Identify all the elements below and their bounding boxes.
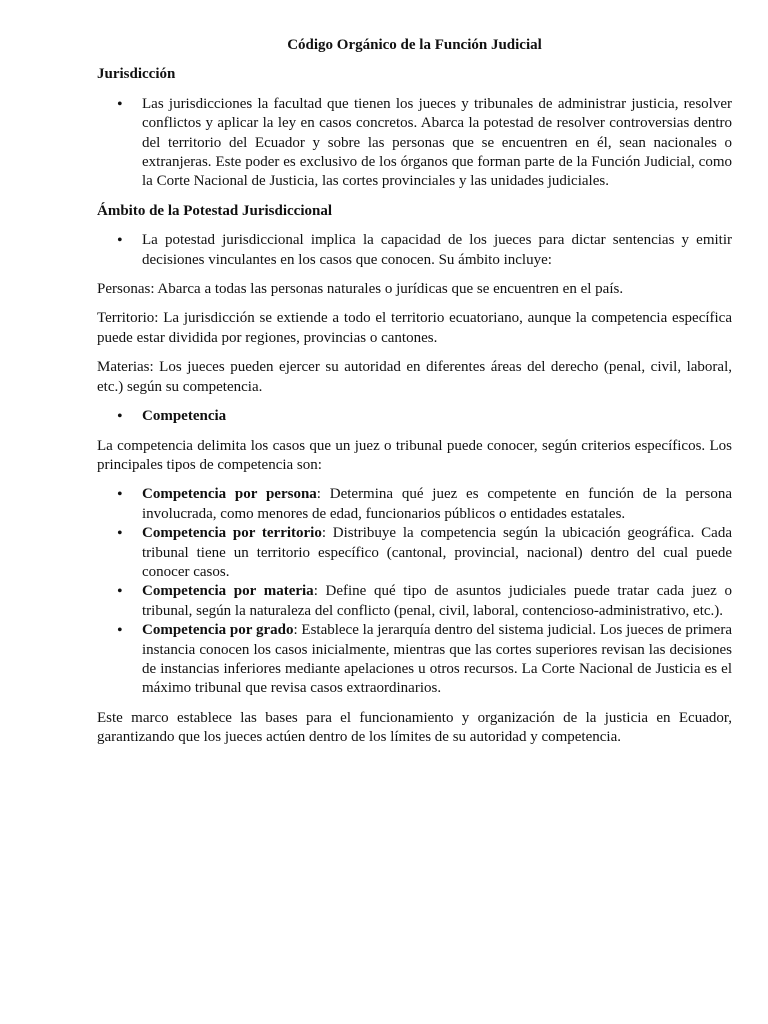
term-description: : Distribuye la competencia según la ubicación geográfica. Cada tribunal tiene un territorio específico (cantonal, provincial, nacional) dentro del cual puede conocer casos. xyxy=(142,525,732,580)
list-ambito xyxy=(97,231,732,270)
list-jurisdiccion xyxy=(97,95,732,192)
bullet-icon: • xyxy=(117,486,123,504)
term-description: : Define qué tipo de asuntos judiciales puede tratar cada juez o tribunal, según la naturaleza del conflicto (penal, civil, laboral, contencioso-administrativo, etc.). xyxy=(142,583,732,619)
list-competencia-heading xyxy=(97,407,732,426)
paragraph-personas: Personas: Abarca a todas las personas naturales o jurídicas que se encuentren en el país. xyxy=(97,281,624,298)
list-item xyxy=(97,582,732,621)
term-label: Competencia por persona xyxy=(142,486,317,503)
term-description: : Establece la jerarquía dentro del sistema judicial. Los jueces de primera instancia conocen los casos inicialmente, mientras que las cortes superiores revisan las decisiones de instancias inferiores mediante apelaciones u otros recursos. La Corte Nacional de Justicia es el máximo tribunal que revisa casos extraordinarios. xyxy=(142,622,732,697)
list-item xyxy=(97,524,732,582)
bullet-icon: • xyxy=(117,408,123,426)
list-competencia-types xyxy=(97,485,732,698)
term-label: Competencia por territorio xyxy=(142,525,322,542)
list-item xyxy=(97,95,732,192)
heading-ambito: Ámbito de la Potestad Jurisdiccional xyxy=(97,202,332,219)
bullet-icon: • xyxy=(117,622,123,640)
heading-competencia: Competencia xyxy=(142,408,227,425)
term-label: Competencia por materia xyxy=(142,583,314,600)
bullet-icon: • xyxy=(117,583,123,601)
heading-jurisdiccion: Jurisdicción xyxy=(97,66,176,83)
list-item-text: Las jurisdicciones la facultad que tienen los jueces y tribunales de administrar justicia, resolver conflictos y aplicar la ley en casos concretos. Abarca la potestad de resolver controversias dentro del territorio del Ecuador y sobre las personas que se encuentren en él, sean nacionales o extranjeras. Este poder es exclusivo de los órganos que forman parte de la Función Judicial, como la Corte Nacional de Justicia, las cortes provinciales y las unidades judiciales. xyxy=(142,95,732,190)
document-title: Código Orgánico de la Función Judicial xyxy=(287,37,542,53)
list-item xyxy=(97,231,732,270)
paragraph-conclusion: Este marco establece las bases para el funcionamiento y organización de la justicia en Ecuador, garantizando que los jueces actúen dentro de los límites de su autoridad y competencia. xyxy=(97,709,732,746)
list-item-text: La potestad jurisdiccional implica la capacidad de los jueces para dictar sentencias y emitir decisiones vinculantes en los casos que conocen. Su ámbito incluye: xyxy=(142,232,732,268)
term-label: Competencia por grado xyxy=(142,622,294,639)
list-item xyxy=(97,485,732,524)
paragraph-competencia-intro: La competencia delimita los casos que un juez o tribunal puede conocer, según criterios específicos. Los principales tipos de competencia son: xyxy=(97,437,732,473)
paragraph-materias: Materias: Los jueces pueden ejercer su autoridad en diferentes áreas del derecho (penal, civil, laboral, etc.) según su competencia. xyxy=(97,359,732,395)
bullet-icon: • xyxy=(117,232,123,250)
term-description: : Determina qué juez es competente en función de la persona involucrada, como menores de edad, funcionarios públicos o entidades estatales. xyxy=(142,486,732,522)
paragraph-territorio: Territorio: La jurisdicción se extiende a todo el territorio ecuatoriano, aunque la competencia específica puede estar dividida por regiones, provincias o cantones. xyxy=(97,310,732,346)
bullet-icon: • xyxy=(117,525,123,543)
list-item xyxy=(97,621,732,699)
bullet-icon: • xyxy=(117,95,123,113)
list-item xyxy=(97,407,732,426)
